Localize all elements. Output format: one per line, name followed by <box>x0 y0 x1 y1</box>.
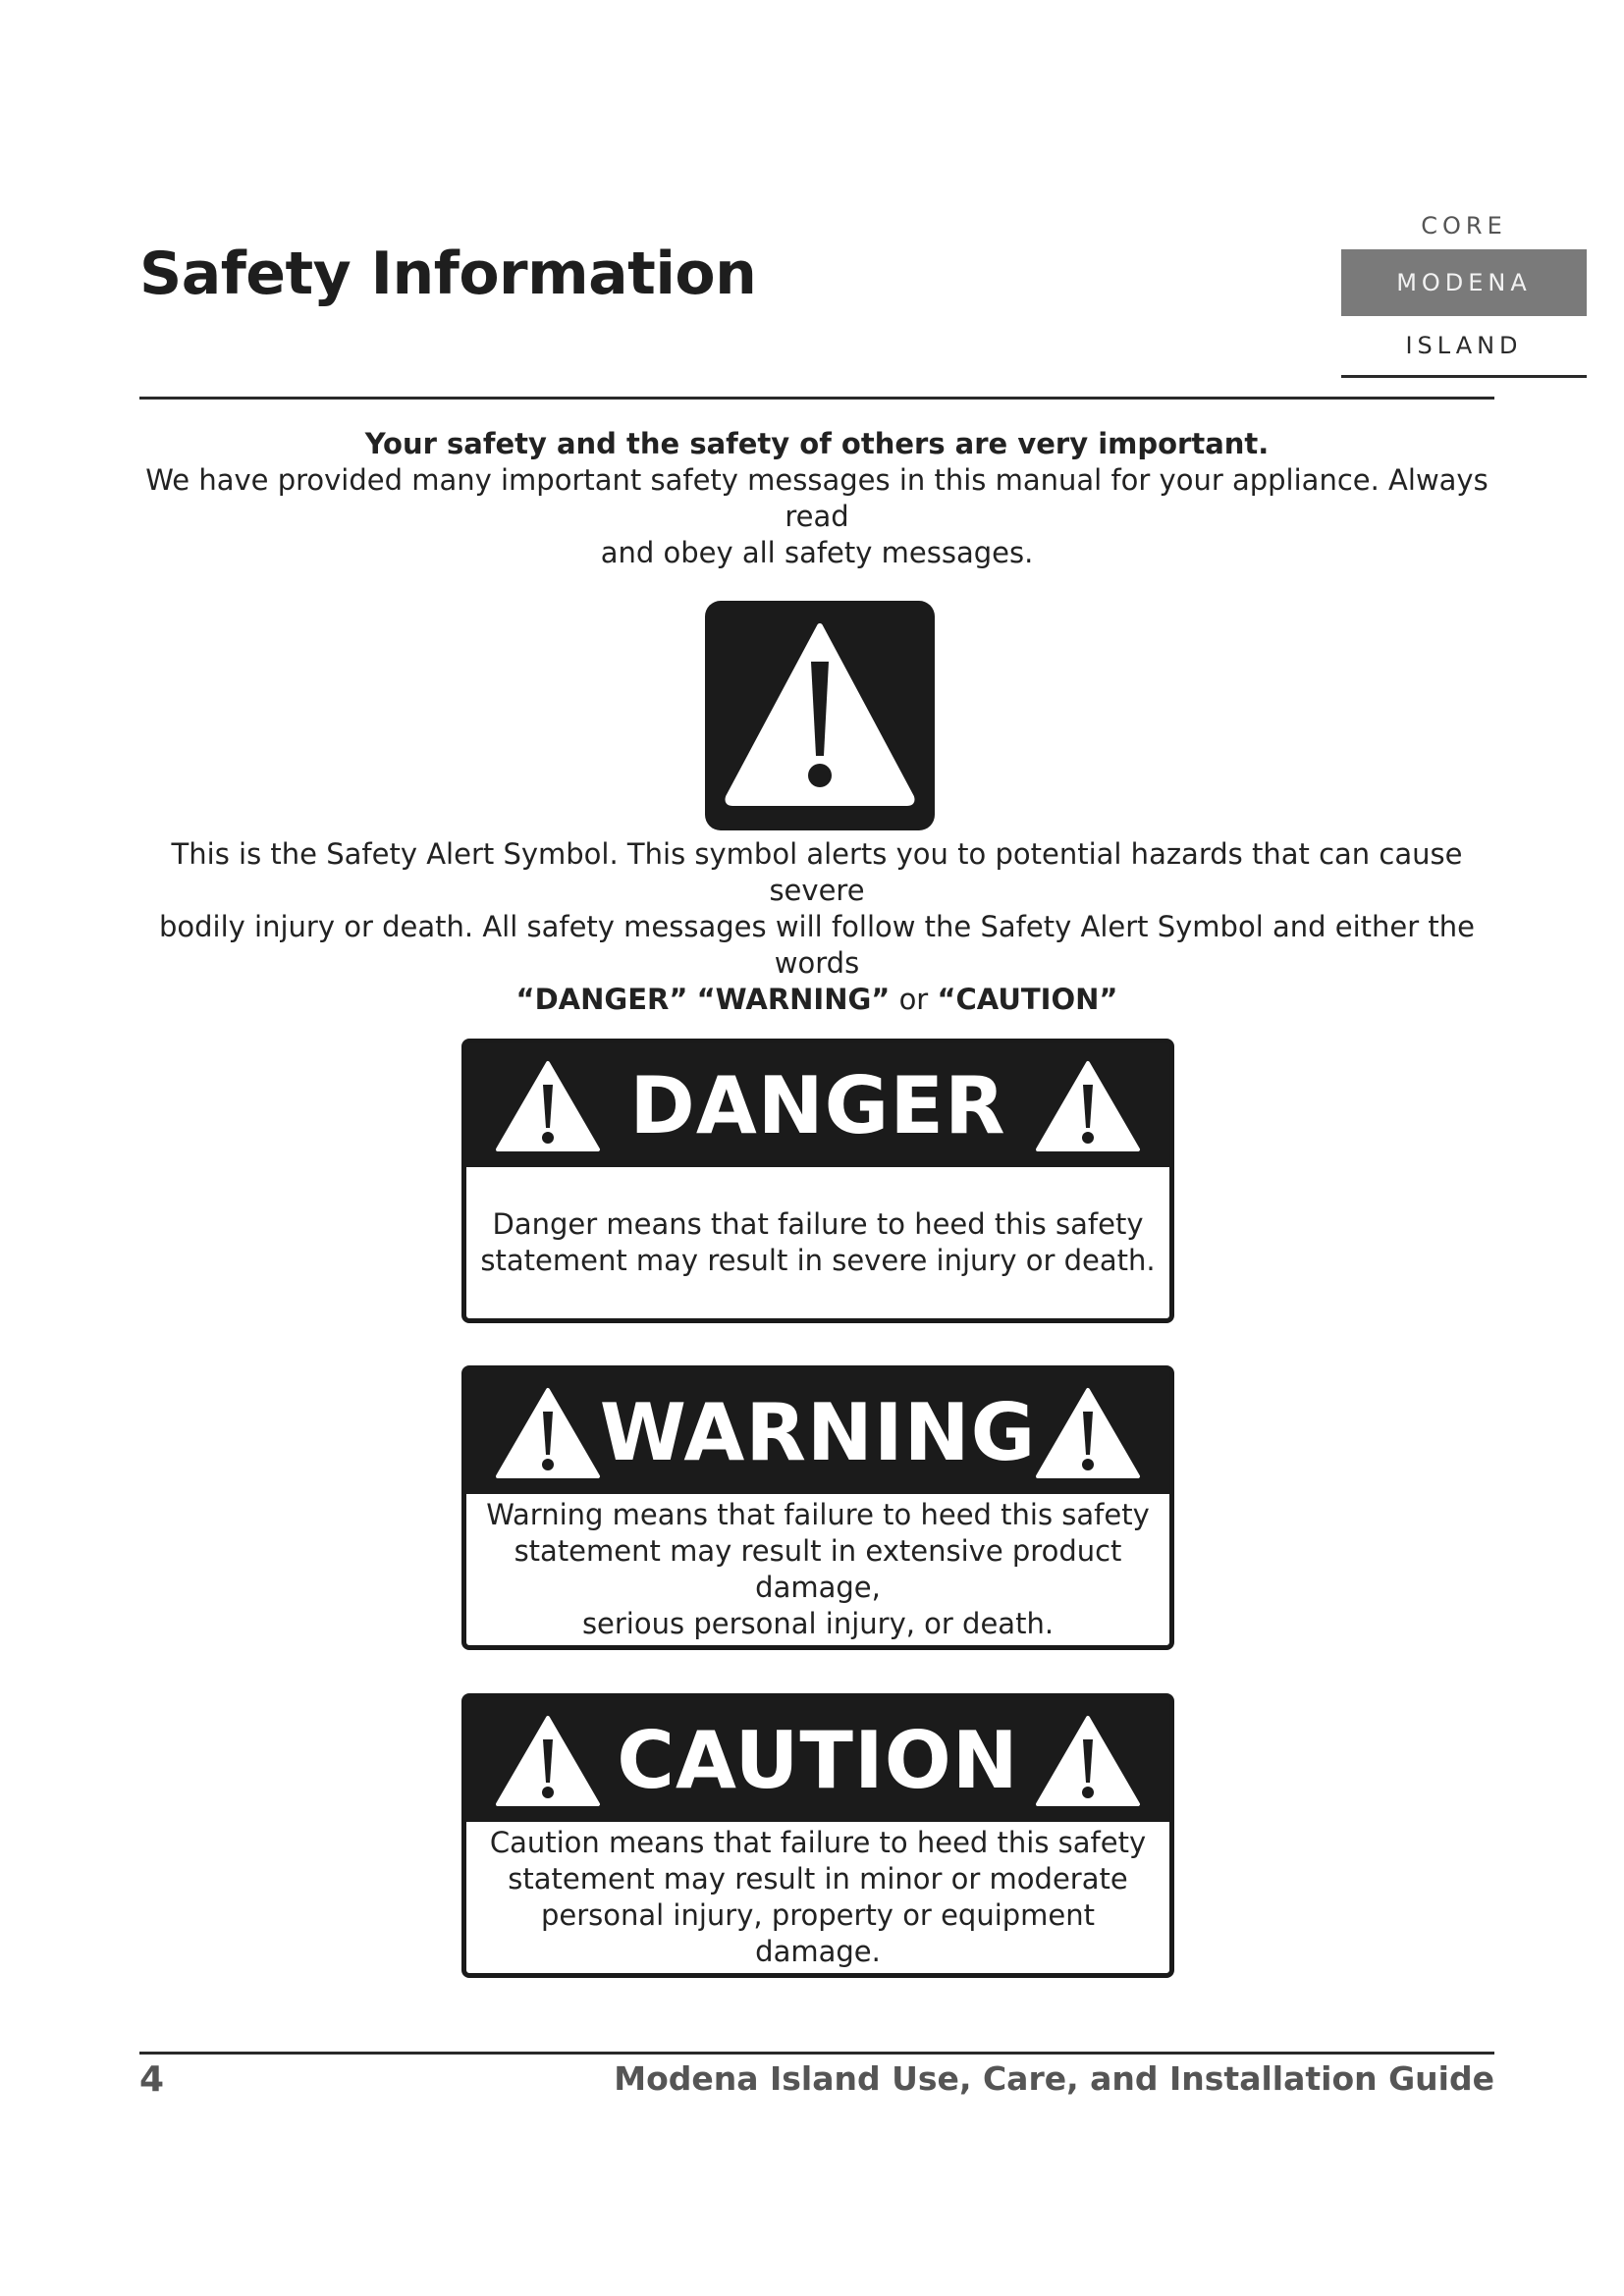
model-nav <box>1341 202 1587 378</box>
guide-title: Modena Island Use, Care, and Installation Guide <box>614 2059 1494 2098</box>
caution-sign-title: CAUTION <box>617 1714 1019 1806</box>
warning-sign-header <box>466 1370 1169 1494</box>
danger-sign-text <box>466 1167 1169 1318</box>
intro-heading: Your safety and the safety of others are very important. <box>364 427 1270 460</box>
warning-triangle-icon <box>1034 1714 1142 1808</box>
warning-sign-text <box>466 1494 1169 1645</box>
keyword-or: or <box>898 983 929 1016</box>
page-title: Safety Information <box>139 240 757 308</box>
model-tab-modena[interactable]: MODENA <box>1341 249 1587 316</box>
sign-text-line: Warning means that failure to heed this safety <box>486 1498 1150 1531</box>
warning-triangle-icon <box>705 601 935 830</box>
keyword-caution: “CAUTION” <box>937 983 1118 1016</box>
sign-text-line: serious personal injury, or death. <box>581 1607 1055 1640</box>
caution-sign <box>461 1693 1174 1978</box>
alert-description-line: bodily injury or death. All safety messages will follow the Safety Alert Symbol and either the words <box>159 910 1475 980</box>
intro-line: We have provided many important safety messages in this manual for your appliance. Always read <box>145 463 1489 533</box>
alert-description-line: This is the Safety Alert Symbol. This symbol alerts you to potential hazards that can cause severe <box>171 837 1463 907</box>
warning-triangle-icon <box>1034 1059 1142 1153</box>
keyword-danger: “DANGER” <box>515 983 688 1016</box>
footer-divider <box>139 2052 1494 2055</box>
danger-sign-title: DANGER <box>629 1059 1006 1151</box>
warning-sign-title: WARNING <box>599 1386 1037 1478</box>
sign-text-line: statement may result in extensive product damage, <box>514 1534 1122 1604</box>
model-tab-island[interactable]: ISLAND <box>1341 316 1587 378</box>
intro-section <box>139 426 1494 571</box>
warning-triangle-icon <box>494 1059 602 1153</box>
danger-sign-header <box>466 1043 1169 1167</box>
warning-triangle-icon <box>494 1714 602 1808</box>
alert-keywords <box>139 982 1494 1018</box>
warning-triangle-icon <box>494 1386 602 1480</box>
sign-text-line: statement may result in minor or moderate <box>508 1862 1128 1896</box>
model-tab-core[interactable]: CORE <box>1421 212 1507 240</box>
danger-sign <box>461 1039 1174 1323</box>
header-divider <box>139 397 1494 400</box>
sign-text-line: statement may result in severe injury or death. <box>480 1244 1156 1277</box>
sign-text-line: Danger means that failure to heed this safety <box>492 1207 1144 1241</box>
caution-sign-text <box>466 1822 1169 1973</box>
alert-description <box>139 836 1494 1018</box>
warning-sign <box>461 1365 1174 1650</box>
keyword-warning: “WARNING” <box>696 983 891 1016</box>
page-number: 4 <box>139 2059 165 2100</box>
intro-line: and obey all safety messages. <box>600 536 1034 569</box>
sign-text-line: Caution means that failure to heed this safety <box>489 1826 1147 1859</box>
sign-text-line: personal injury, property or equipment damage. <box>540 1898 1096 1968</box>
warning-triangle-icon <box>1034 1386 1142 1480</box>
caution-sign-header <box>466 1698 1169 1822</box>
